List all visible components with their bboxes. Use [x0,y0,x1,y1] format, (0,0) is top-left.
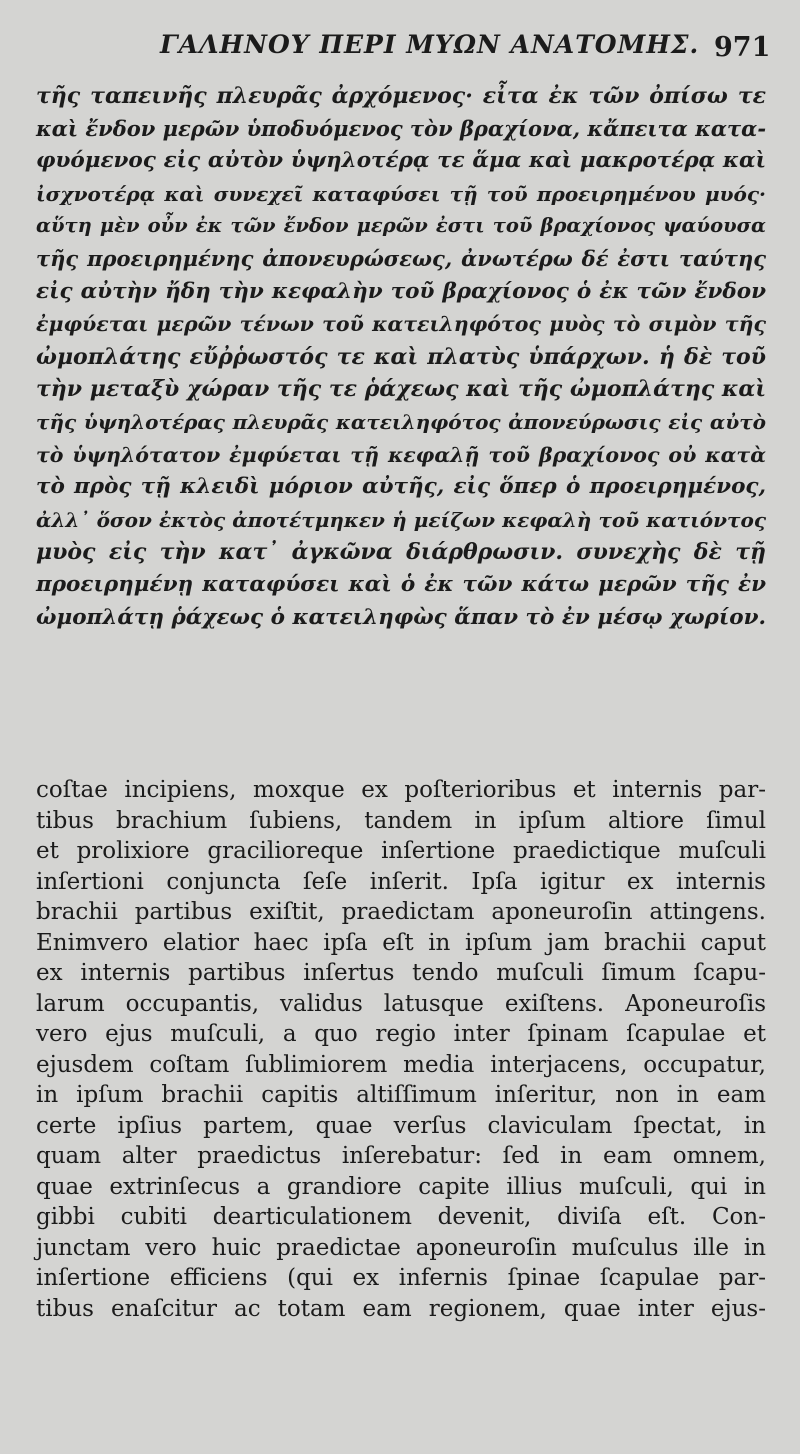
running-head: ΓΑΛΗΝΟΥ ΠΕΡΙ ΜΥΩΝ ΑΝΑΤΟΜΗΣ. [160,30,700,59]
latin-text-line: certe ipſius partem, quae verſus claviculam ſpectat, in [36,1112,766,1139]
greek-text-line: μυὸς εἰς τὴν κατ᾽ ἀγκῶνα διάρθρωσιν. συνεχὴς δὲ τῇ [36,539,766,566]
latin-text-line: junctam vero huic praedictae aponeuroſin muſculus ille in [36,1234,766,1261]
latin-text-line: et prolixiore gracilioreque inſertione praedictique muſculi [36,838,766,864]
greek-text-line: αὕτη μὲν οὖν ἐκ τῶν ἔνδον μερῶν ἐστι τοῦ βραχίονος ψαύουσα [36,214,766,238]
latin-text-line: tibus enaſcitur ac totam eam regionem, quae inter ejus- [36,1295,766,1322]
greek-text-line: τὸ ὑψηλότατον ἐμφύεται τῇ κεφαλῇ τοῦ βραχίονος οὐ κατὰ [36,442,766,467]
greek-text-line: προειρημένῃ καταφύσει καὶ ὁ ἐκ τῶν κάτω μερῶν τῆς ἐν [36,571,766,597]
greek-text-block [36,80,766,634]
greek-text-line: τῆς προειρημένης ἀπονευρώσεως, ἀνωτέρω δέ ἐστι ταύτης [36,245,766,271]
latin-text-line: vero ejus muſculi, a quo regio inter ſpinam ſcapulae et [36,1021,766,1047]
greek-text-line: τῆς ὑψηλοτέρας πλευρᾶς κατειληφότος ἀπονεύρωσις εἰς αὐτὸ [36,409,766,434]
greek-text-line: τὴν μεταξὺ χώραν τῆς τε ῥάχεως καὶ τῆς ὠμοπλάτης καὶ [36,376,766,403]
greek-text-line: ὠμοπλάτῃ ῥάχεως ὁ κατειληφὼς ἅπαν τὸ ἐν μέσῳ χωρίον. [36,604,766,630]
page-number: 971 [714,32,771,63]
greek-text-line: τὸ πρὸς τῇ κλειδὶ μόριον αὐτῆς, εἰς ὅπερ ὁ προειρημένος, [36,474,766,500]
latin-text-line: inſertioni conjuncta ſeſe inſerit. Ipſa igitur ex internis [36,868,766,895]
latin-text-line: gibbi cubiti dearticulationem devenit, diviſa eſt. Con- [36,1204,766,1230]
greek-text-line: φυόμενος εἰς αὐτὸν ὑψηλοτέρᾳ τε ἅμα καὶ μακροτέρᾳ καὶ [36,148,766,174]
latin-text-line: brachii partibus exiſtit, praedictam aponeuroſin attingens. [36,899,766,925]
greek-text-line: ἐμφύεται μερῶν τένων τοῦ κατειληφότος μυὸς τὸ σιμὸν τῆς [36,312,766,337]
latin-text-line: tibus brachium ſubiens, tandem in ipſum altiore ſimul [36,807,766,834]
greek-text-line: καὶ ἔνδον μερῶν ὑποδυόμενος τὸν βραχίονα, κἄπειτα κατα- [36,115,767,141]
greek-text-line: τῆς ταπεινῆς πλευρᾶς ἀρχόμενος· εἶτα ἐκ τῶν ὀπίσω τε [36,83,766,109]
latin-text-line: in ipſum brachii capitis altiſſimum inſeritur, non in eam [36,1082,766,1108]
latin-text-line: quae extrinſecus a grandiore capite illius muſculi, qui in [36,1173,766,1200]
latin-translation-block [36,775,766,1324]
greek-text-line: ἰσχνοτέρᾳ καὶ συνεχεῖ καταφύσει τῇ τοῦ προειρημένου μυός· [36,181,766,206]
latin-text-line: quam alter praedictus inſerebatur: ſed in eam omnem, [36,1143,766,1169]
greek-text-line: ὠμοπλάτης εὔῤῥωστός τε καὶ πλατὺς ὑπάρχων. ἡ δὲ τοῦ [36,343,766,370]
greek-text-line: ἀλλ᾽ ὅσον ἐκτὸς ἀποτέτμηκεν ἡ μείζων κεφαλὴ τοῦ κατιόντος [36,507,766,532]
latin-text-line: larum occupantis, validus latusque exiſtens. Aponeuroſis [36,990,766,1017]
latin-text-line: ejusdem coſtam ſublimiorem media interjacens, occupatur, [36,1051,766,1078]
latin-text-line: Enimvero elatior haec ipſa eſt in ipſum jam brachii caput [36,929,766,956]
greek-text-line: εἰς αὐτὴν ἤδη τὴν κεφαλὴν τοῦ βραχίονος ὁ ἐκ τῶν ἔνδον [36,278,766,304]
page-header [0,26,800,70]
latin-text-line: inſertione efficiens (qui ex infernis ſpinae ſcapulae par- [36,1265,766,1291]
latin-text-line: ex internis partibus inſertus tendo muſculi ſimum ſcapu- [36,960,766,986]
latin-text-line: coſtae incipiens, moxque ex poſterioribus et internis par- [36,777,766,803]
